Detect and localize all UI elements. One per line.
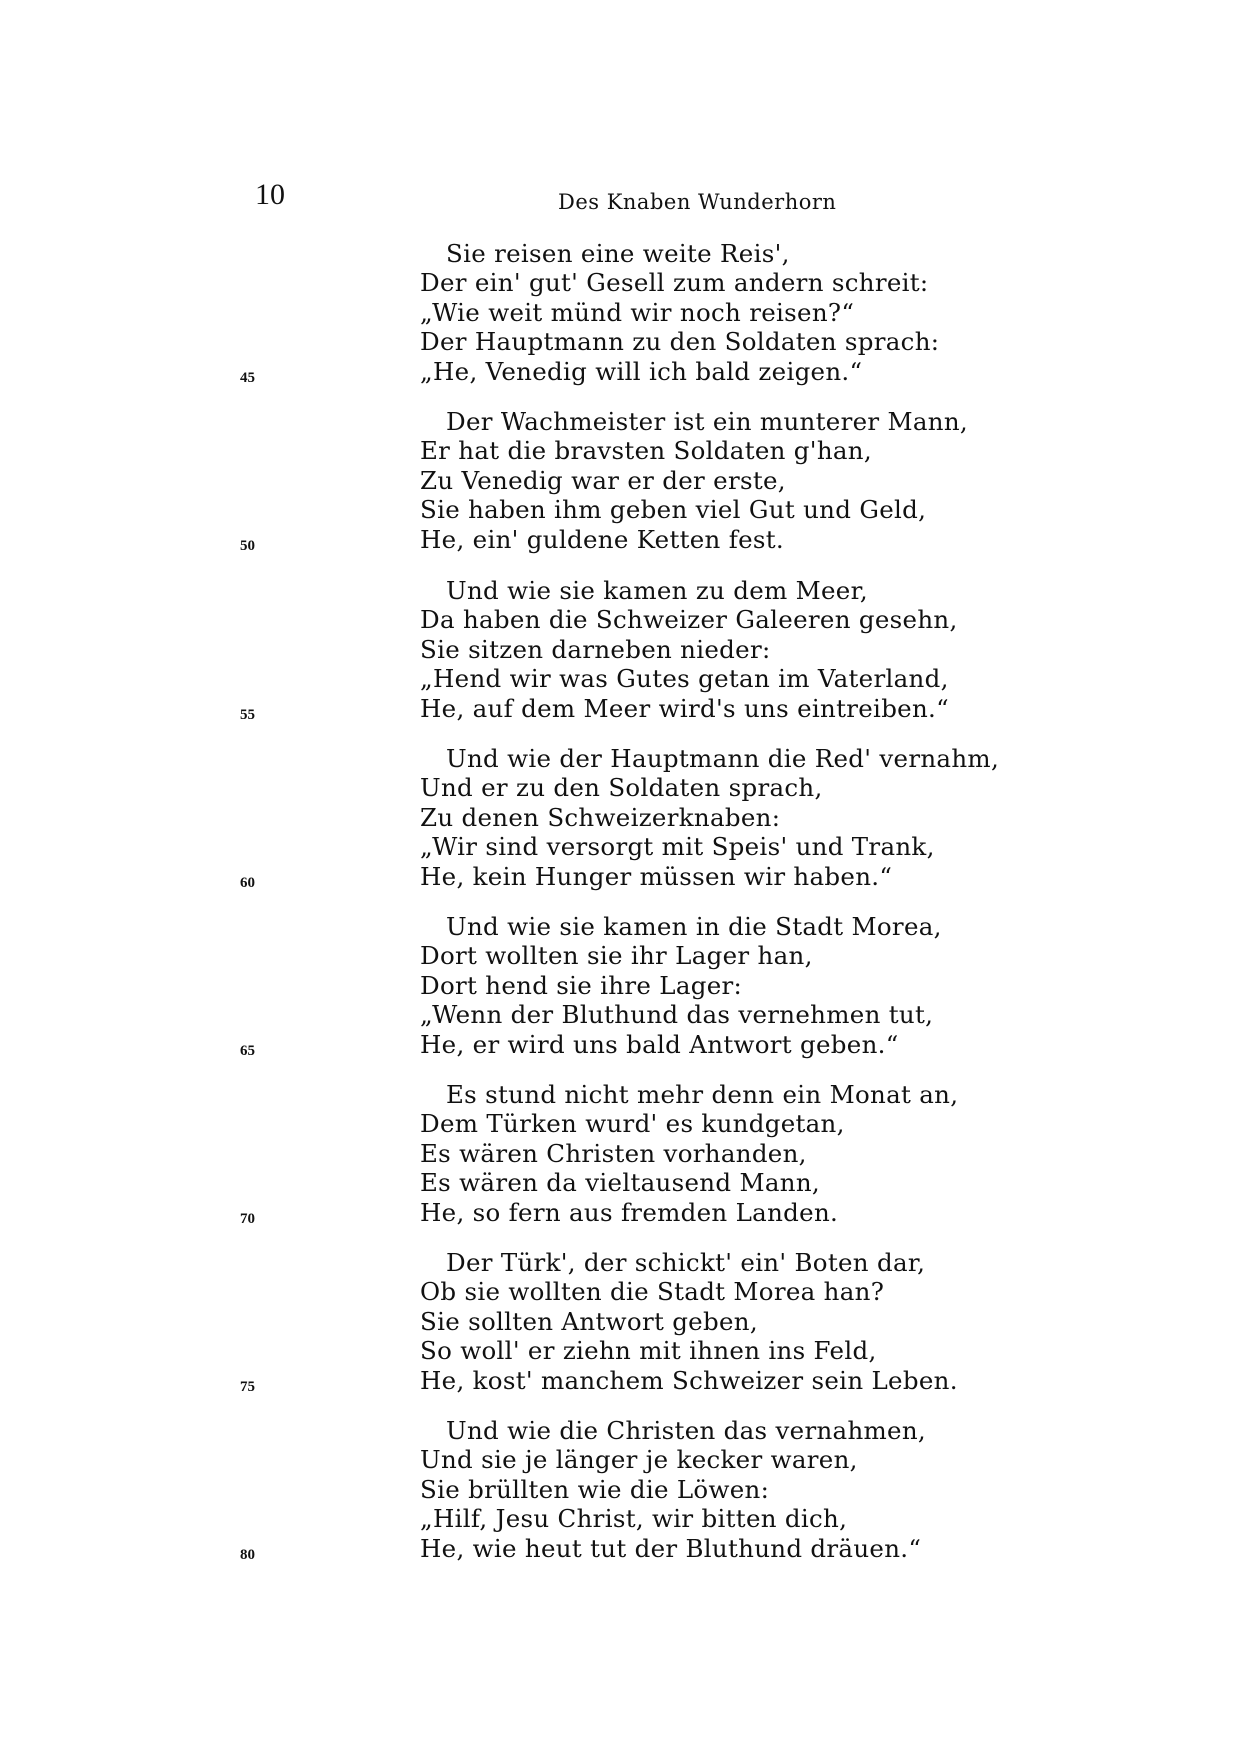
stanza	[420, 407, 1060, 554]
line-number: 55	[240, 707, 255, 723]
verse-line: Zu Venedig war er der erste,	[420, 465, 786, 495]
verse-line: Sie brüllten wie die Löwen:	[420, 1474, 770, 1504]
stanza	[420, 1416, 1060, 1563]
verse-line: He, kost' manchem Schweizer sein Leben.	[420, 1365, 958, 1395]
verse-line: Es wären da vieltausend Mann,	[420, 1168, 820, 1198]
verse-line: „Wir sind versorgt mit Speis' und Trank,	[420, 832, 935, 862]
verse-line: „Wie weit münd wir noch reisen?“	[420, 297, 855, 327]
verse-line: Der Wachmeister ist ein munterer Mann,	[446, 407, 969, 436]
verse-line: Und wie sie kamen zu dem Meer,	[446, 576, 869, 605]
line-number: 50	[240, 538, 255, 554]
verse-line: Sie sollten Antwort geben,	[420, 1306, 758, 1336]
stanza	[420, 1248, 1060, 1395]
verse-line: Sie haben ihm geben viel Gut und Geld,	[420, 495, 927, 525]
verse-line: „Wenn der Bluthund das vernehmen tut,	[420, 1000, 934, 1030]
verse-line: Zu denen Schweizerknaben:	[420, 802, 781, 832]
verse-line: He, ein' guldene Ketten fest.	[420, 524, 784, 554]
verse-line: So woll' er ziehn mit ihnen ins Feld,	[420, 1336, 877, 1366]
verse-line: Ob sie wollten die Stadt Morea han?	[420, 1277, 885, 1307]
line-number: 70	[240, 1211, 255, 1227]
verse-line: Es wären Christen vorhanden,	[420, 1138, 807, 1168]
verse-line: He, auf dem Meer wird's uns eintreiben.“	[420, 693, 949, 723]
verse-line: Dem Türken wurd' es kundgetan,	[420, 1109, 845, 1139]
verse-line: He, kein Hunger müssen wir haben.“	[420, 861, 893, 891]
verse-line: Sie sitzen darneben nieder:	[420, 634, 771, 664]
verse-line: Und er zu den Soldaten sprach,	[420, 773, 823, 803]
stanza	[420, 1080, 1060, 1227]
verse-line: Und wie die Christen das vernahmen,	[446, 1416, 927, 1445]
verse-line: He, er wird uns bald Antwort geben.“	[420, 1029, 899, 1059]
verse-line: Sie reisen eine weite Reis',	[446, 239, 790, 268]
verse-line: Da haben die Schweizer Galeeren gesehn,	[420, 605, 958, 635]
line-number: 80	[240, 1547, 255, 1563]
verse-line: He, wie heut tut der Bluthund dräuen.“	[420, 1533, 922, 1563]
verse-line: Dort hend sie ihre Lager:	[420, 970, 743, 1000]
verse-line: „Hend wir was Gutes getan im Vaterland,	[420, 664, 949, 694]
verse-line: He, so fern aus fremden Landen.	[420, 1197, 839, 1227]
line-number: 75	[240, 1379, 255, 1395]
verse-line: „He, Venedig will ich bald zeigen.“	[420, 356, 863, 386]
line-number: 60	[240, 875, 255, 891]
stanza	[420, 576, 1060, 723]
verse-line: Und sie je länger je kecker waren,	[420, 1445, 858, 1475]
verse-line: Und wie der Hauptmann die Red' vernahm,	[446, 744, 1000, 773]
verse-line: „Hilf, Jesu Christ, wir bitten dich,	[420, 1504, 848, 1534]
verse-line: Und wie sie kamen in die Stadt Morea,	[446, 912, 942, 941]
stanza	[420, 744, 1060, 891]
stanza	[420, 239, 1060, 386]
line-number: 65	[240, 1043, 255, 1059]
verse-line: Der Türk', der schickt' ein' Boten dar,	[446, 1248, 926, 1277]
verse-line: Der ein' gut' Gesell zum andern schreit:	[420, 268, 929, 298]
line-number: 45	[240, 370, 255, 386]
verse-line: Es stund nicht mehr denn ein Monat an,	[446, 1080, 959, 1109]
running-head: Des Knaben Wunderhorn	[558, 190, 837, 214]
page-number: 10	[255, 178, 285, 211]
verse-line: Er hat die bravsten Soldaten g'han,	[420, 436, 872, 466]
verse-line: Dort wollten sie ihr Lager han,	[420, 941, 813, 971]
verse-line: Der Hauptmann zu den Soldaten sprach:	[420, 327, 940, 357]
stanza	[420, 912, 1060, 1059]
